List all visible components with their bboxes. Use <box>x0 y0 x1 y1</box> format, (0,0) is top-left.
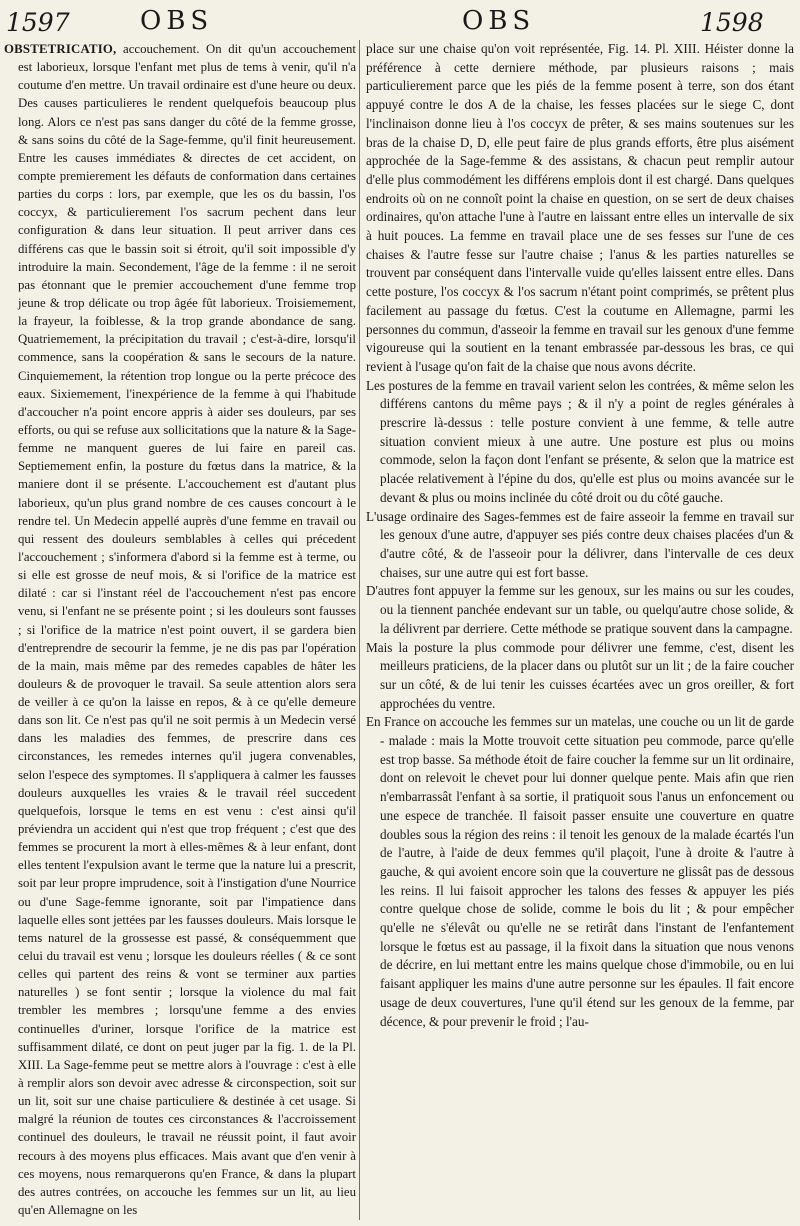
column-divider <box>359 40 360 1220</box>
page-number-left: 1597 <box>6 8 70 37</box>
paragraph: D'autres font appuyer la femme sur les genoux, sur les mains ou sur les coudes, ou la tiennent panchée endevant sur un table, ou quelqu'autre chose solide, & la délivrent par derriere. Cette méthode se pratique souvent dans la campagne. <box>366 583 794 636</box>
paragraph: Les postures de la femme en travail varient selon les contrées, & même selon les différens cantons du même pays ; & il n'y a point de regles générales à prescrire là-dessus : telle posture convient à une femme, & telle autre situation convient mieux à une autre. Une posture est plus ou moins commode, selon la façon dont l'enfant se présente, & selon que la matrice est placée relativement à l'épine du dos, qu'elle est plus ou moins avancée sur le devant & plus ou moins inclinée du côté droit ou du côté gauche. <box>366 377 794 505</box>
running-title-right: OBS <box>462 6 536 36</box>
entry-paragraph <box>4 40 356 1219</box>
running-header <box>0 6 800 38</box>
entry-text: accouchement. On dit qu'un accouchement est laborieux, lorsque l'enfant met plus de tems à venir, qu'il n'a coutume d'en mettre. Un travail ordinaire est d'une heure ou deux. Des causes particulieres le rendent quelquefois beaucoup plus long. Alors ce n'est pas sans danger du côté de la femme grosse, & sans soins du côté de la Sage-femme, qu'il finit heureusement. Entre les causes immédiates & directes de cet accident, on compte premierement les défauts de conformation dans certaines parties du corps : lors, par exemple, que les os du bassin, l'os coccyx, & particulierement l'os sacrum pechent dans leur configuration & dans leur situation. Il peut arriver dans ces différens cas que le bassin soit si étroit, qu'il soit impossible d'y introduire la main. Secondement, l'âge de la femme : il ne seroit pas étonnant que le premier accouchement d'une femme trop jeune & trop délicate ou trop âgée fût laborieux. Troisiemement, la frayeur, la foiblesse, & la trop grande abondance de sang. Quatriemement, la précipitation du travail ; c'est-à-dire, lorsqu'il commence, sans la coopération & sans le secours de la nature. Cinquiemement, la rétention trop longue ou la perte précoce des eaux. Sixiemement, l'inexpérience de la femme à qui l'habitude d'accoucher n'a point encore appris à aider ses douleurs, par ses efforts, ou qui se refuse aux sollicitations que la nature & la Sage-femme ne manquent gueres de lui faire en pareil cas. Septiemement enfin, la posture du fœtus dans la matrice, & la maniere dont il se présente. L'accouchement est d'autant plus laborieux, qu'un plus grand nombre de ces causes concourt à le rendre tel. Un Medecin appellé auprès d'une femme en travail ou qui ressent des douleurs semblables à celles qui précedent l'accouchement ; s'informera d'abord si la femme est à terme, ou si elle est grosse de neuf mois, & si l'orifice de la matrice est dilaté : car si l'instant réel de l'accouchement n'est pas encore venu, si l'enfant ne se présente point ; si les douleurs sont fausses ; si l'orifice de la matrice n'est point ouvert, il se gardera bien d'entreprendre de secourir la femme, je ne dis pas par l'opération de la main, mais même par des remedes capables de hâter les douleurs & de provoquer le travail. Sa seule attention alors sera de veiller à ce qu'on la laisse en repos, & à ce qu'elle demeure dans son lit. Ce n'est pas qu'il ne soit permis à un Medecin versé dans les maladies des femmes, de prescrire dans ces circonstances, les remedes internes qu'il jugera convenables, selon l'espece des symptomes. Il s'appliquera à calmer les fausses douleurs auxquelles les vraies & le travail réel succedent quelquefois, lorsque le tems en est venu : c'est ainsi qu'il préviendra un accident qui n'est que trop fréquent ; c'est que des femmes se procurent la mort à elles-mêmes & à leur enfant, dont elles tentent l'expulsion avant le terme que la nature lui a prescrit, soit par leur propre imprudence, soit à l'instigation d'une Nourrice ou d'une Sage-femme ignorante, soit par l'impatience dans laquelle elles sont jettées par les fausses douleurs. Mais lorsque le tems naturel de la grossesse est passé, & conséquemment que celui du travail est venu ; lorsque les douleurs réelles ( & ce sont celles qui partent des reins & vont se terminer aux parties naturelles ) se font sentir ; lorsque la violence du mal fait trembler les membres ; lorsqu'une femme a des envies continuelles d'uriner, lorsque l'orifice de la matrice est suffisamment dilaté, ce dont on peut juger par la fig. 1. de la Pl. XIII. La Sage-femme peut se mettre alors à l'ouvrage : c'est à elle à remplir alors son devoir avec adresse & circonspection, soit sur un lit, soit sur une chaise particuliere & destinée à cet usage. Si malgré la réunion de toutes ces circonstances & l'accroissement continuel des douleurs, le travail ne réussit point, il faut avoir recours à des moyens plus efficaces. Mais avant que d'en venir à ces moyens, nous remarquerons qu'en France, & dans la plupart des autres contrées, on accouche les femmes sur un lit, au lieu qu'en Allemagne on les <box>18 42 356 1217</box>
paragraph: place sur une chaise qu'on voit représentée, Fig. 14. Pl. XIII. Héister donne la préférence à cette derniere méthode, par plusieurs raisons ; mais particulierement parce que les piés de la femme posent à terre, son dos étant appuyé contre le dos A de la chaise, les fesses placées sur le siege C, dont l'inclinaison donne lieu à l'os coccyx de prêter, & ses mains soutenues sur les bras de la chaise D, D, elle peut faire de plus grands efforts, être plus aisément approchée de la Sage-femme & des assistans, & chacun peut remplir autour d'elle plus commodément les différens emplois dont il est chargé. Dans quelques endroits où on ne connoît point la chaise en question, on se sert de deux chaises ordinaires, qu'on attache l'une à l'autre en laissant entre elles un intervalle de six à huit pouces. La femme en travail place une de ses fesses sur l'une de ces chaises & l'autre fesse sur l'autre chaise ; l'anus & les parties naturelles se trouvent par conséquent dans l'intervalle vuide qu'elles laissent entre elles. Dans cette posture, l'os coccyx & l'os sacrum n'étant point comprimés, se prêtent plus facilement au passage du fœtus. C'est la coutume en Allemagne, parmi les personnes du commun, d'asseoir la femme en travail sur les genoux d'une femme vigoureuse qui la soutient en la tenant embrassée par-dessous les bras, ce qui revient à l'usage qu'on fait de la chaise que nous avons décrite. <box>366 41 794 374</box>
page-number-right: 1598 <box>700 8 764 37</box>
running-title-left: OBS <box>140 6 214 36</box>
right-column <box>366 40 794 1031</box>
left-column <box>4 40 356 1219</box>
entry-headword: OBSTETRICATIO, <box>4 42 117 56</box>
paragraph: En France on accouche les femmes sur un matelas, une couche ou un lit de garde - malade : mais la Motte trouvoit cette situation peu commode, parce qu'elle est trop basse. Sa méthode étoit de faire coucher la femme sur un lit ordinaire, dont on relevoit le chevet pour lui donner quelque pente. Mais afin que rien n'embarrassât l'enfant à sa sortie, il pratiquoit sous l'anus un enfoncement ou une espece de tranchée. Il faisoit passer ensuite une couverture en quatre doubles sous la région des reins : il tenoit les genoux de la malade écartés l'un de l'autre, à l'aide de deux femmes qu'il plaçoit, l'une à droite & l'autre à gauche, & qui avoient encore soin que la couverture ne glissât pas de dessous les reins. Il lui faisoit approcher les talons des fesses & appuyer les piés contre quelque chose de solide, comme le bois du lit ; & pour empêcher qu'elle ne s'élevât ou qu'elle ne se retirât dans l'instant de l'enfantement lorsque le fœtus est au passage, il la fixoit dans la situation que nous venons de décrire, en lui mettant entre les mains quelque chose d'immobile, ou en lui faisant appliquer les mains d'une autre personne sur les épaules. Il fait encore usage de deux couvertures, l'une qu'il étend sur les genoux de la femme, par décence, & pour prevenir le froid ; l'au- <box>366 714 794 1029</box>
paragraph: L'usage ordinaire des Sages-femmes est de faire asseoir la femme en travail sur les genoux d'une autre, d'appuyer ses piés contre deux chaises placées d'un & d'autre côté, & de l'asseoir pour la délivrer, dans l'intervalle de ces deux chaises, sur une autre qui est fort basse. <box>366 508 794 580</box>
paragraph: Mais la posture la plus commode pour délivrer une femme, c'est, disent les meilleurs praticiens, de la placer dans ou plutôt sur un lit ; de la faire coucher sur un côté, & de lui tenir les cuisses écartées avec un gros oreiller, & fort approchées du ventre. <box>366 639 794 711</box>
